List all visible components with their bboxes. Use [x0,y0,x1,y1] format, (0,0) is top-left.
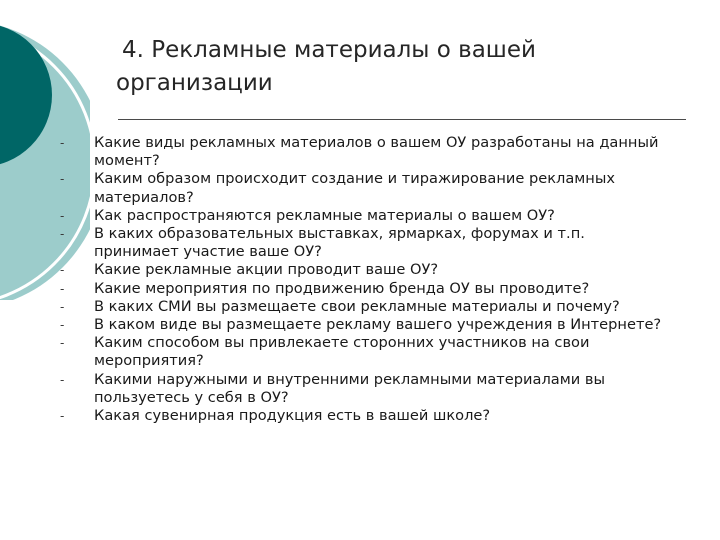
bullet-dash: - [60,299,65,314]
list-item-text: Каким образом происходит создание и тиражирование рекламных материалов? [94,170,615,206]
list-item-text: Какие виды рекламных материалов о вашем ОУ разработаны на данный момент? [94,134,659,170]
slide-title [116,34,636,100]
list-item [60,316,670,334]
bullet-dash: - [60,336,65,351]
list-item-text: Какие мероприятия по продвижению бренда ОУ вы проводите? [94,279,590,297]
list-item-text: В каких образовательных выставках, ярмарках, форумах и т.п. принимает участие ваше ОУ? [94,225,585,261]
list-item [60,334,670,370]
bullet-dash: - [60,281,65,296]
bullet-dash: - [60,263,65,278]
list-item-text: Какими наружными и внутренними рекламными материалами вы пользуетесь у себя в ОУ? [94,370,605,406]
list-item [60,207,670,225]
list-item-text: Какая сувенирная продукция есть в вашей школе? [94,407,491,425]
list-item-text: Какие рекламные акции проводит ваше ОУ? [94,261,439,279]
bullet-dash: - [60,318,65,333]
list-item-text: Как распространяются рекламные материалы о вашем ОУ? [94,206,555,224]
list-item [60,280,670,298]
bullet-dash: - [60,372,65,387]
list-item [60,371,670,407]
title-divider [118,119,686,120]
list-item [60,170,670,206]
list-item [60,134,670,170]
bullet-dash: - [60,136,65,150]
slide-title-line1: 4. Рекламные материалы о вашей [122,37,536,63]
list-item-text: В каких СМИ вы размещаете свои рекламные материалы и почему? [94,297,620,315]
list-item-text: В каком виде вы размещаете рекламу вашего учреждения в Интернете? [94,316,662,334]
bullet-dash: - [60,208,65,223]
list-item [60,225,670,261]
bullet-dash: - [60,409,65,424]
bullet-dash: - [60,172,65,187]
slide-title-line2: организации [116,70,273,96]
list-item-text: Каким способом вы привлекаете сторонних участников на свои мероприятия? [94,334,590,370]
question-list [60,134,670,425]
list-item [60,298,670,316]
list-item [60,407,670,425]
list-item [60,261,670,279]
bullet-dash: - [60,227,65,242]
